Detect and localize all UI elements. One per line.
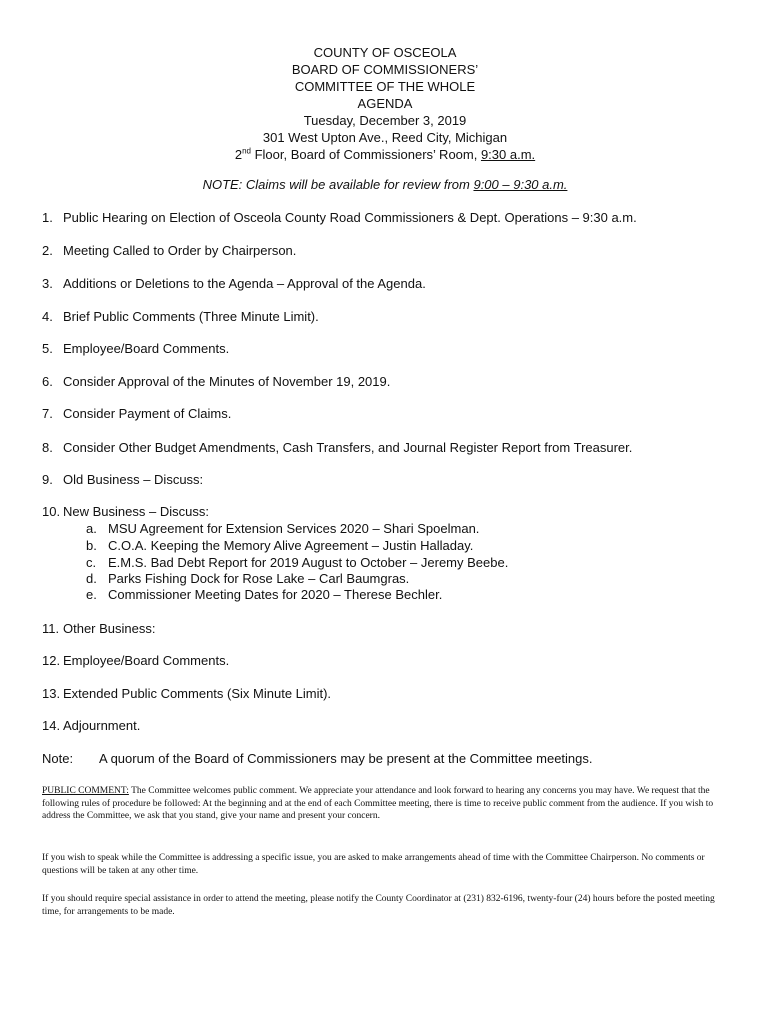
meeting-location (0, 146, 770, 163)
item-text: Adjournment. (63, 718, 141, 733)
claims-note-text: NOTE: Claims will be available for review from (202, 177, 474, 192)
agenda-item (42, 686, 331, 701)
subitem-letter: a. (86, 521, 97, 536)
subitem-text: MSU Agreement for Extension Services 2020 – Shari Spoelman. (108, 521, 480, 536)
public-comment-text: The Committee welcomes public comment. We appreciate your attendance and look forward to hearing any concerns you may have. We request that the following rules of procedure be followed: At the beginning and at the end of each Committee meeting, there is time to receive public comment from the audience. If you wish to address the Committee, we ask that you stand, give your name and present your concern. (42, 786, 714, 821)
agenda-item (42, 309, 319, 324)
agenda-item (42, 440, 632, 455)
agenda-item (42, 210, 637, 225)
item-text: Other Business: (63, 621, 156, 636)
item-text: Consider Payment of Claims. (63, 406, 232, 421)
claims-review-time: 9:00 – 9:30 a.m. (473, 177, 568, 192)
meeting-date: Tuesday, December 3, 2019 (303, 113, 467, 128)
item-text: Employee/Board Comments. (63, 341, 230, 356)
item-number: 3. (42, 276, 53, 291)
subitem-text: C.O.A. Keeping the Memory Alive Agreement – Justin Halladay. (108, 538, 474, 553)
agenda-item (42, 276, 426, 291)
item-number: 2. (42, 243, 53, 258)
item-number: 4. (42, 309, 53, 324)
agenda-item (42, 472, 203, 487)
item-text: Additions or Deletions to the Agenda – Approval of the Agenda. (63, 276, 426, 291)
item-number: 13. (42, 686, 61, 701)
subitem-letter: d. (86, 571, 97, 586)
agenda-item (42, 653, 229, 668)
committee-name: COMMITTEE OF THE WHOLE (294, 79, 476, 94)
item-text: Extended Public Comments (Six Minute Limit). (63, 686, 332, 701)
speak-arrangement-paragraph: If you wish to speak while the Committee is addressing a specific issue, you are asked to make arrangements ahead of time with the Committee Chairperson. No comments or questions will be taken at any other time. (42, 853, 705, 876)
document-title: AGENDA (357, 96, 413, 111)
county-name: COUNTY OF OSCEOLA (313, 45, 457, 60)
new-business-subitem (86, 538, 473, 553)
claims-note (0, 177, 770, 192)
floor-suffix: nd (242, 146, 251, 156)
item-text: Consider Approval of the Minutes of November 19, 2019. (63, 374, 391, 389)
item-number: 10. (42, 504, 61, 519)
subitem-letter: b. (86, 538, 97, 553)
meeting-address: 301 West Upton Ave., Reed City, Michigan (262, 130, 508, 145)
item-text: Employee/Board Comments. (63, 653, 230, 668)
agenda-item (42, 718, 140, 733)
public-comment-label: PUBLIC COMMENT: (42, 786, 129, 796)
quorum-note (42, 751, 593, 766)
item-number: 7. (42, 406, 53, 421)
subitem-text: Parks Fishing Dock for Rose Lake – Carl Baumgras. (108, 571, 410, 586)
subitem-letter: e. (86, 587, 97, 602)
item-text: Consider Other Budget Amendments, Cash Transfers, and Journal Register Report from Treasurer. (63, 440, 633, 455)
subitem-letter: c. (86, 555, 97, 570)
item-number: 6. (42, 374, 53, 389)
new-business-subitem (86, 521, 479, 536)
agenda-item (42, 504, 209, 519)
item-text: Old Business – Discuss: (63, 472, 204, 487)
item-number: 12. (42, 653, 61, 668)
special-assistance-paragraph: If you should require special assistance in order to attend the meeting, please notify the County Coordinator at (231) 832-6196, twenty-four (24) hours before the posted meeting time, for arrangements to be made. (42, 894, 715, 917)
agenda-item (42, 406, 231, 421)
item-number: 1. (42, 210, 53, 225)
new-business-subitem (86, 587, 442, 602)
new-business-subitem (86, 571, 409, 586)
meeting-time: 9:30 a.m. (480, 147, 536, 162)
agenda-item (42, 621, 156, 636)
subitem-text: E.M.S. Bad Debt Report for 2019 August to October – Jeremy Beebe. (108, 555, 509, 570)
new-business-subitem (86, 555, 508, 570)
room-name: Floor, Board of Commissioners’ Room, (250, 147, 481, 162)
item-number: 8. (42, 440, 53, 455)
board-name: BOARD OF COMMISSIONERS’ (291, 62, 479, 77)
item-number: 9. (42, 472, 53, 487)
agenda-item (42, 243, 296, 258)
item-number: 11. (42, 621, 60, 636)
item-number: 5. (42, 341, 53, 356)
item-number: 14. (42, 718, 61, 733)
quorum-note-text: A quorum of the Board of Commissioners may be present at the Committee meetings. (99, 751, 593, 766)
item-text: New Business – Discuss: (63, 504, 209, 519)
floor-number: 2 (234, 147, 243, 162)
item-text: Public Hearing on Election of Osceola County Road Commissioners & Dept. Operations – 9:30 a.m. (63, 210, 637, 225)
item-text: Brief Public Comments (Three Minute Limit). (63, 309, 319, 324)
agenda-item (42, 374, 390, 389)
quorum-note-label: Note: (42, 751, 74, 766)
public-comment-paragraph (42, 785, 718, 823)
subitem-text: Commissioner Meeting Dates for 2020 – Therese Bechler. (108, 587, 443, 602)
agenda-header (0, 44, 770, 163)
item-text: Meeting Called to Order by Chairperson. (63, 243, 297, 258)
agenda-item (42, 341, 229, 356)
